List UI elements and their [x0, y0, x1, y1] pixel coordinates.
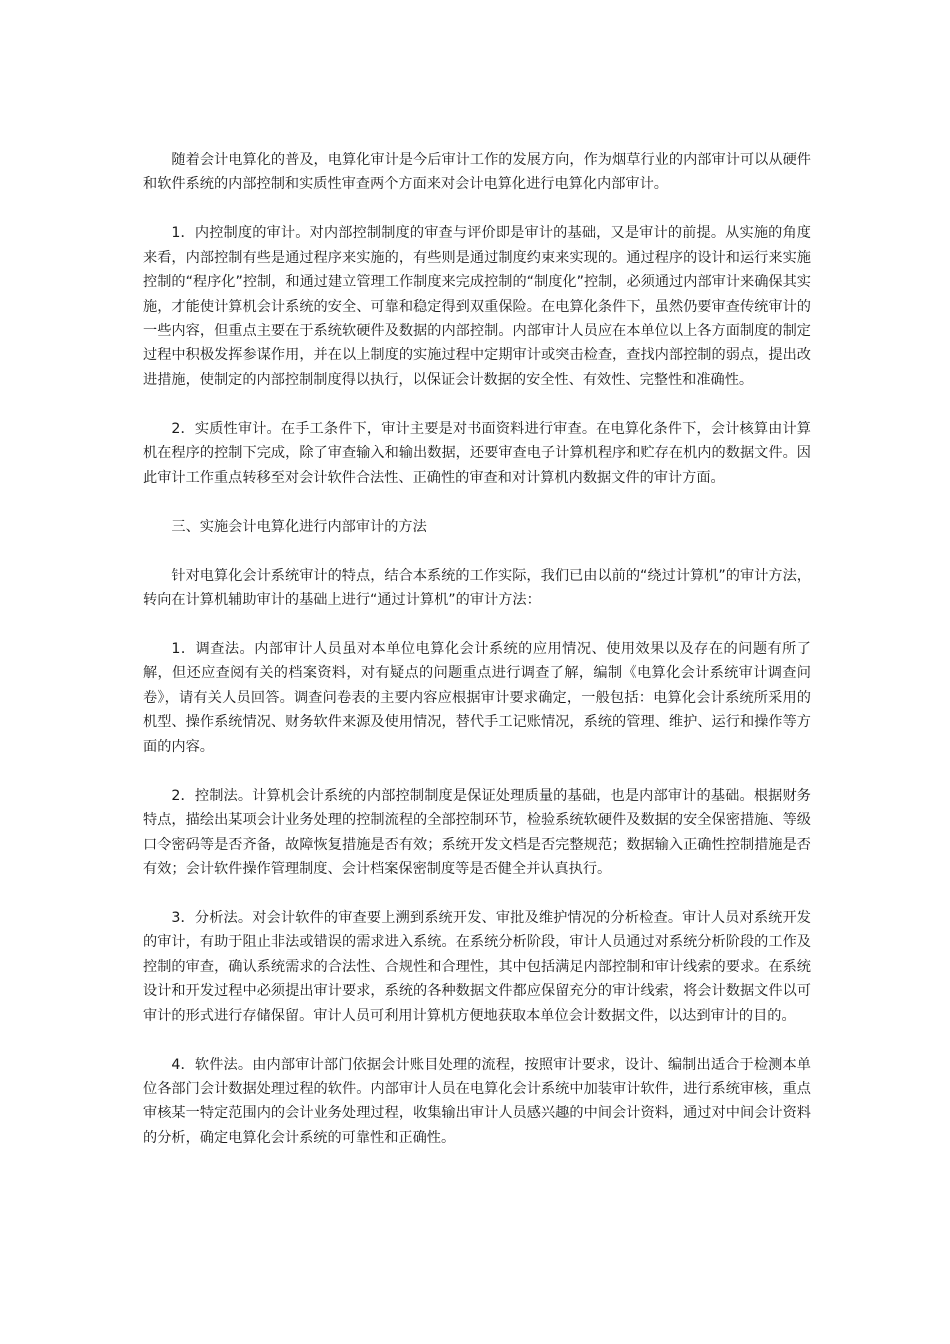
- paragraph-analysis-method: 3．分析法。对会计软件的审查要上溯到系统开发、审批及维护情况的分析检查。审计人员对系统开发的审计，有助于阻止非法或错误的需求进入系统。在系统分析阶段，审计人员通过对系统分析阶段的工作及控制的审查，确认系统需求的合法性、合规性和合理性，其中包括满足内部控制和审计线索的要求。在系统设计和开发过程中必须提出审计要求，系统的各种数据文件都应保留充分的审计线索，将会计数据文件以可审计的形式进行存储保留。审计人员可利用计算机方便地获取本单位会计数据文件，以达到审计的目的。: [143, 909, 811, 1024]
- paragraph-survey-method: 1．调查法。内部审计人员虽对本单位电算化会计系统的应用情况、使用效果以及存在的问题有所了解，但还应查阅有关的档案资料，对有疑点的问题重点进行调查了解，编制《电算化会计系统审计调查问卷》，请有关人员回答。调查问卷表的主要内容应根据审计要求确定，一般包括：电算化会计系统所采用的机型、操作系统情况、财务软件来源及使用情况，替代手工记账情况，系统的管理、维护、运行和操作等方面的内容。: [143, 641, 811, 755]
- paragraph-internal-control-audit: 1．内控制度的审计。对内部控制制度的审查与评价即是审计的基础，又是审计的前提。从实施的角度来看，内部控制有些是通过程序来实施的，有些则是通过制度约束来实现的。通过程序的设计和运行来实施控制的“程序化”控制，和通过建立管理工作制度来完成控制的“制度化”控制，必须通过内部审计来确保其实施，才能使计算机会计系统的安全、可靠和稳定得到双重保险。在电算化条件下，虽然仍要审查传统审计的一些内容，但重点主要在于系统软硬件及数据的内部控制。内部审计人员应在本单位以上各方面制度的制定过程中积极发挥参谋作用，并在以上制度的实施过程中定期审计或突击检查，查找内部控制的弱点，提出改进措施，使制定的内部控制制度得以执行，以保证会计数据的安全性、有效性、完整性和准确性。: [143, 225, 811, 388]
- section-heading-methods: 三、实施会计电算化进行内部审计的方法: [171, 518, 427, 535]
- paragraph-control-method: 2．控制法。计算机会计系统的内部控制制度是保证处理质量的基础，也是内部审计的基础。根据财务特点，描绘出某项会计业务处理的控制流程的全部控制环节，检验系统软硬件及数据的安全保密措施、等级口令密码等是否齐备，故障恢复措施是否有效；系统开发文档是否完整规范；数据输入正确性控制措施是否有效；会计软件操作管理制度、会计档案保密制度等是否健全并认真执行。: [143, 787, 811, 877]
- paragraph-software-method: 4．软件法。由内部审计部门依据会计账目处理的流程，按照审计要求，设计、编制出适合于检测本单位各部门会计数据处理过程的软件。内部审计人员在电算化会计系统中加装审计软件，进行系统审核，重点审核某一特定范围内的会计业务处理过程，收集输出审计人员感兴趣的中间会计资料，通过对中间会计资料的分析，确定电算化会计系统的可靠性和正确性。: [143, 1056, 811, 1146]
- document-body: [143, 148, 811, 1150]
- paragraph-substantive-audit: 2．实质性审计。在手工条件下，审计主要是对书面资料进行审查。在电算化条件下，会计核算由计算机在程序的控制下完成，除了审查输入和输出数据，还要审查电子计算机程序和贮存在机内的数据文件。因此审计工作重点转移至对会计软件合法性、正确性的审查和对计算机内数据文件的审计方面。: [143, 420, 811, 486]
- paragraph-methods-intro: 针对电算化会计系统审计的特点，结合本系统的工作实际，我们已由以前的“绕过计算机”的审计方法，转向在计算机辅助审计的基础上进行“通过计算机”的审计方法：: [143, 567, 811, 609]
- intro-paragraph: 随着会计电算化的普及，电算化审计是今后审计工作的发展方向，作为烟草行业的内部审计可以从硬件和软件系统的内部控制和实质性审查两个方面来对会计电算化进行电算化内部审计。: [143, 152, 811, 193]
